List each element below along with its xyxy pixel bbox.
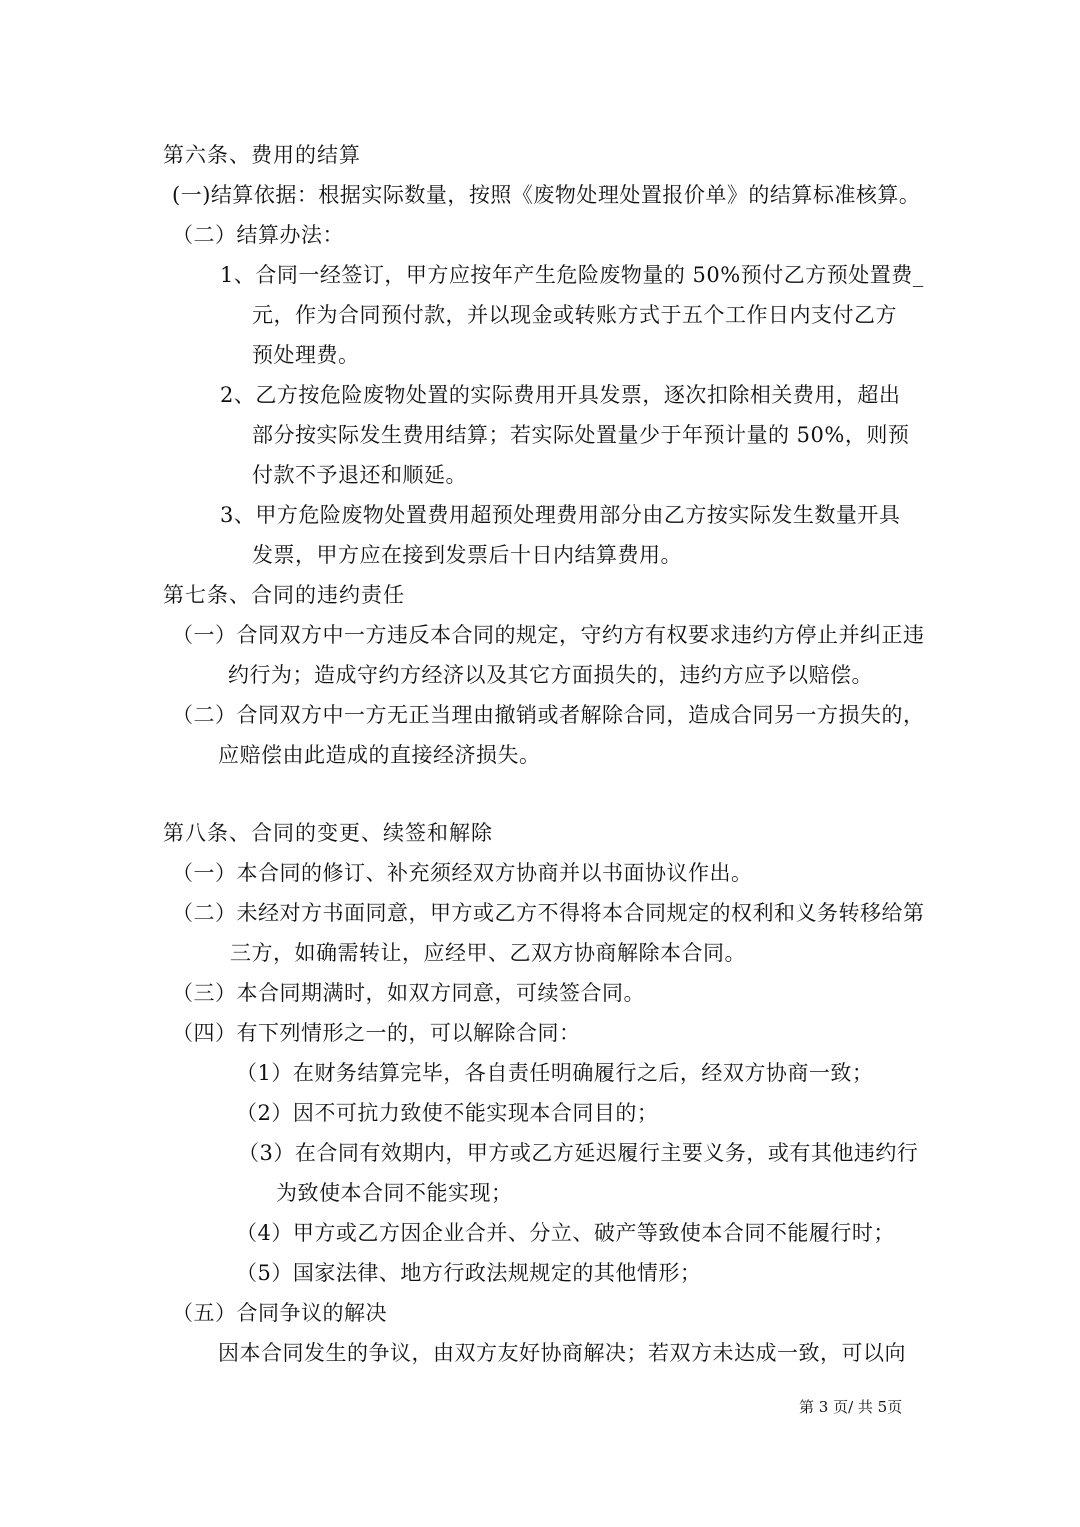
section-7-heading: 第七条、合同的违约责任	[163, 583, 405, 607]
section-6-line-3: 1、合同一经签订，甲方应按年产生危险废物量的 50%预付乙方预处置费_	[220, 263, 924, 287]
section-8-line-8: （3）在合同有效期内，甲方或乙方延迟履行主要义务，或有其他违约行	[238, 1141, 919, 1165]
section-8-heading: 第八条、合同的变更、续签和解除	[163, 821, 493, 845]
section-6-line-2: （二）结算办法：	[172, 223, 344, 247]
section-7-line-1: （一）合同双方中一方违反本合同的规定，守约方有权要求违约方停止并纠正违	[172, 623, 925, 647]
section-8-line-11: （5）国家法律、地方行政法规规定的其他情形；	[236, 1261, 702, 1285]
section-8-line-9: 为致使本合同不能实现；	[276, 1181, 513, 1205]
section-6-heading: 第六条、费用的结算	[163, 143, 361, 167]
section-8-line-2: （二）未经对方书面同意，甲方或乙方不得将本合同规定的权利和义务转移给第	[172, 901, 925, 925]
section-6-line-7: 部分按实际发生费用结算；若实际处置量少于年预计量的 50%，则预	[252, 423, 910, 447]
section-7-line-4: 应赔偿由此造成的直接经济损失。	[218, 743, 541, 767]
section-8-line-5: （四）有下列情形之一的，可以解除合同：	[172, 1021, 581, 1045]
section-6-line-9: 3、甲方危险废物处置费用超预处理费用部分由乙方按实际发生数量开具	[220, 503, 901, 527]
section-7-line-2: 约行为；造成守约方经济以及其它方面损失的，违约方应予以赔偿。	[228, 663, 873, 687]
section-8-line-13: 因本合同发生的争议，由双方友好协商解决；若双方未达成一致，可以向	[218, 1341, 906, 1365]
section-8-line-6: （1）在财务结算完毕，各自责任明确履行之后，经双方协商一致；	[236, 1061, 874, 1085]
section-6-line-6: 2、乙方按危险废物处置的实际费用开具发票，逐次扣除相关费用，超出	[220, 383, 901, 407]
section-8-line-10: （4）甲方或乙方因企业合并、分立、破产等致使本合同不能履行时；	[236, 1221, 895, 1245]
section-6-line-4: 元，作为合同预付款，并以现金或转账方式于五个工作日内支付乙方	[252, 303, 897, 327]
section-7-line-3: （二）合同双方中一方无正当理由撤销或者解除合同，造成合同另一方损失的，	[172, 703, 925, 727]
section-6-line-8: 付款不予退还和顺延。	[252, 463, 467, 487]
section-8-line-3: 三方，如确需转让，应经甲、乙双方协商解除本合同。	[230, 941, 746, 965]
page-number: 第 3 页/ 共 5页	[799, 1398, 903, 1416]
section-6-line-10: 发票，甲方应在接到发票后十日内结算费用。	[252, 543, 682, 567]
section-6-line-1: (一)结算依据：根据实际数量，按照《废物处理处置报价单》的结算标准核算。	[172, 183, 921, 207]
section-8-line-7: （2）因不可抗力致使不能实现本合同目的；	[236, 1101, 659, 1125]
section-8-line-4: （三）本合同期满时，如双方同意，可续签合同。	[172, 981, 645, 1005]
section-6-line-5: 预处理费。	[252, 343, 360, 367]
section-8-line-12: （五）合同争议的解决	[172, 1301, 387, 1325]
section-8-line-1: （一）本合同的修订、补充须经双方协商并以书面协议作出。	[172, 861, 753, 885]
